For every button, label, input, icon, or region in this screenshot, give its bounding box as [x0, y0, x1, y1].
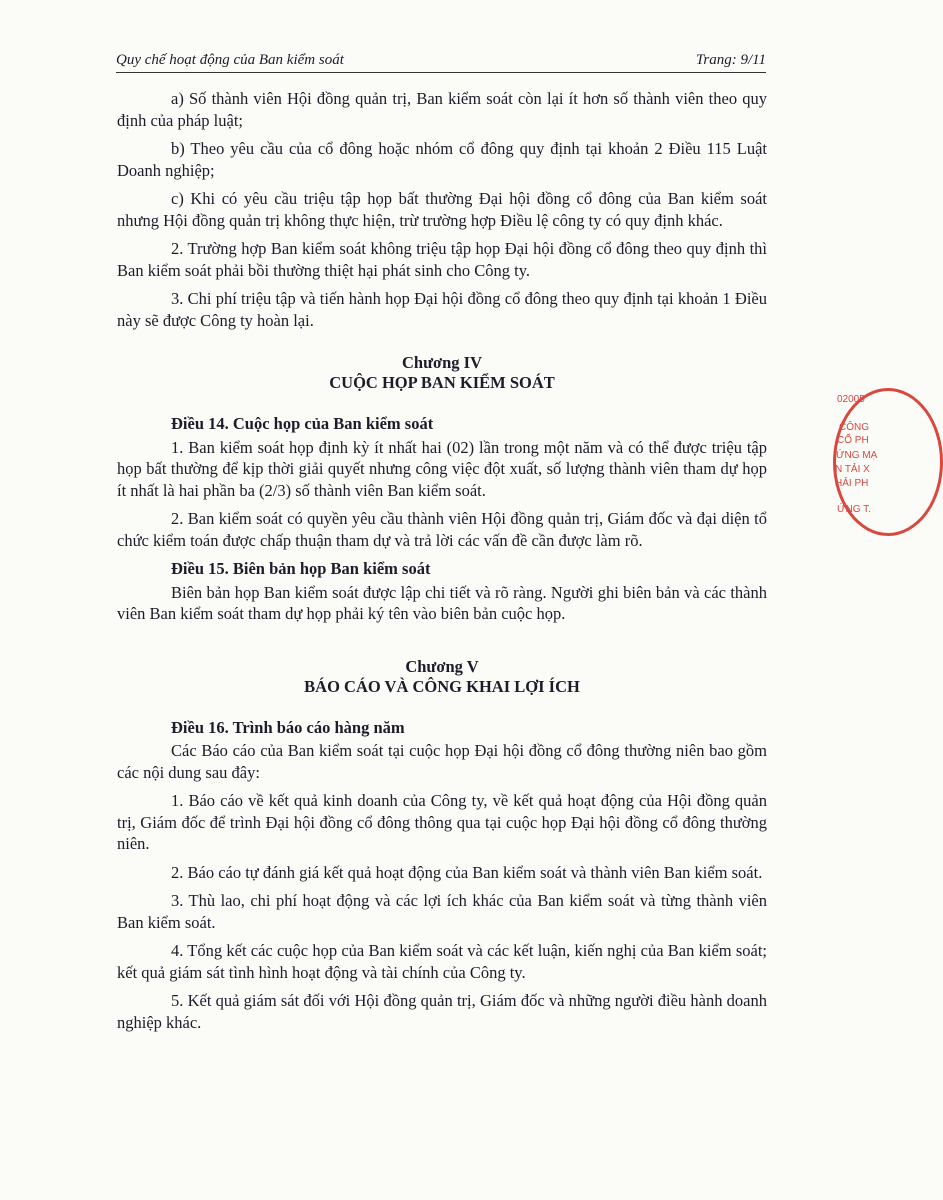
chapter-number: Chương IV [401, 353, 483, 372]
chapter-title: BÁO CÁO VÀ CÔNG KHAI LỢI ÍCH [304, 676, 580, 696]
seal-text: ỨNG T. [837, 504, 871, 515]
paragraph: 4. Tổng kết các cuộc họp của Ban kiểm soát và các kết luận, kiến nghị của Ban kiểm soát; kết quả giám sát tình hình hoạt động và tài chính của Công ty. [117, 941, 767, 982]
seal-text: HẢI PH [835, 478, 869, 489]
article-title: Điều 15. Biên bản họp Ban kiểm soát [171, 559, 431, 578]
page-number: Trang: 9/11 [695, 52, 766, 68]
article-title: Điều 16. Trình báo cáo hàng năm [171, 717, 405, 737]
company-seal-stamp [827, 384, 878, 542]
page-header [116, 52, 766, 73]
chapter-heading [117, 353, 767, 393]
paragraph: 1. Báo cáo về kết quả kinh doanh của Công ty, về kết quả hoạt động của Hội đồng quản trị, Giám đốc để trình Đại hội đồng cổ đông thông qua tại cuộc họp Đại hội đồng cổ đông thường niên. [117, 791, 767, 853]
paragraph: 3. Thù lao, chi phí hoạt động và các lợi ích khác của Ban kiểm soát và từng thành viên Ban kiểm soát. [117, 891, 767, 932]
paragraph: 3. Chi phí triệu tập và tiến hành họp Đại hội đồng cổ đông theo quy định tại khoản 1 Điều này sẽ được Công ty hoàn lại. [117, 289, 767, 330]
seal-text: ỨNG MẠ [836, 450, 878, 461]
paragraph: 2. Ban kiểm soát có quyền yêu cầu thành viên Hội đồng quản trị, Giám đốc và đại diện tổ chức kiểm toán được chấp thuận tham dự và trả lời các vấn đề cần được làm rõ. [117, 509, 767, 550]
paragraph: 5. Kết quả giám sát đối với Hội đồng quản trị, Giám đốc và những người điều hành doanh nghiệp khác. [117, 991, 767, 1032]
paragraph: b) Theo yêu cầu của cổ đông hoặc nhóm cổ đông quy định tại khoản 2 Điều 115 Luật Doanh nghiệp; [117, 139, 767, 180]
document-body [117, 88, 767, 1040]
seal-text: N TẢI X [835, 464, 870, 475]
seal-text: CỔ PH [837, 435, 869, 446]
paragraph: Các Báo cáo của Ban kiểm soát tại cuộc họp Đại hội đồng cổ đông thường niên bao gồm các nội dung sau đây: [117, 741, 767, 782]
seal-text: 02005 [837, 394, 865, 405]
paragraph: 1. Ban kiểm soát họp định kỳ ít nhất hai (02) lần trong một năm và có thể được triệu tập họp bất thường để kịp thời giải quyết nhưng công việc đột xuất, số lượng thành viên tham dự họp ít nhất là hai phần ba (2/3) số thành viên Ban kiểm soát. [117, 437, 767, 500]
article-title: Điều 14. Cuộc họp của Ban kiểm soát [171, 414, 434, 433]
paragraph: 2. Trường hợp Ban kiểm soát không triệu tập họp Đại hội đồng cổ đông theo quy định thì Ban kiểm soát phải bồi thường thiệt hại phát sinh cho Công ty. [117, 239, 767, 280]
paragraph: Biên bản họp Ban kiểm soát được lập chi tiết và rõ ràng. Người ghi biên bản và các thành viên Ban kiểm soát tham dự họp phải ký tên vào biên bản cuộc họp. [117, 582, 767, 623]
chapter-heading [117, 657, 767, 697]
chapter-number: Chương V [405, 656, 479, 676]
document-title: Quy chế hoạt động của Ban kiểm soát [116, 52, 344, 68]
paragraph: c) Khi có yêu cầu triệu tập họp bất thường Đại hội đồng cổ đông của Ban kiểm soát nhưng Hội đồng quản trị không thực hiện, trừ trường hợp Điều lệ công ty có quy định khác. [117, 189, 767, 230]
seal-text: CÔNG [839, 422, 869, 433]
paragraph: a) Số thành viên Hội đồng quản trị, Ban kiểm soát còn lại ít hơn số thành viên theo quy định của pháp luật; [117, 89, 767, 130]
chapter-title: CUỘC HỌP BAN KIỂM SOÁT [329, 373, 555, 392]
paragraph: 2. Báo cáo tự đánh giá kết quả hoạt động của Ban kiểm soát và thành viên Ban kiểm soát. [171, 862, 763, 882]
